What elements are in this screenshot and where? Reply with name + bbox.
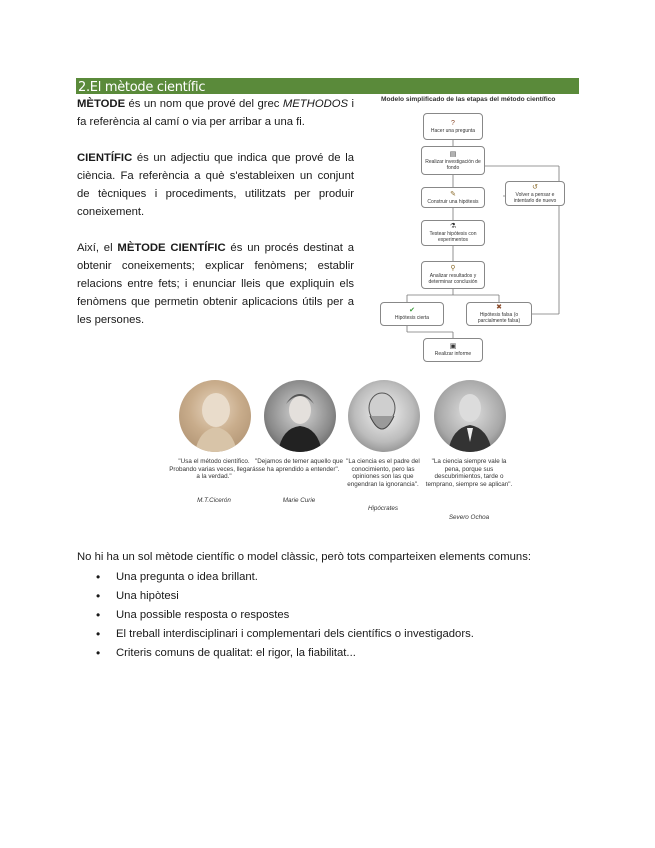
paragraph-metode-cientific [77,239,354,329]
portrait-curie [264,380,336,452]
step-research [421,146,485,175]
step-label: Realizar investigación de fondo [425,158,481,171]
text: és un procés destinat a obtenir coneixements; explicar fenòmens; establir relacions entre fets; i enunciar lleis que expliquin els fenòmens que permetin obtenir aplicacions útils per a les persones. [77,242,354,326]
step-hypothesis [421,187,485,208]
text: Així, el [77,242,118,254]
step-label: Hacer una pregunta [430,127,476,134]
paragraph-cientific [77,149,354,221]
step-hypothesis-false [466,302,532,326]
report-icon: ▣ [449,343,457,350]
book-icon: ▤ [449,150,457,158]
method-flowchart [373,96,583,366]
list-item: • Una pregunta o idea brillant. [96,568,474,587]
quote-hipocrates: "La ciencia es el padre del conocimiento, pero las opiniones son las que engendran la ignorancia". [346,458,420,488]
term-metode-cientific: MÈTODE CIENTÍFIC [117,242,226,254]
person-icon [264,380,336,452]
flowchart-title: Modelo simplificado de las etapas del método científico [381,96,556,103]
list-item: • Criteris comuns de qualitat: el rigor, la fiabilitat... [96,644,474,663]
term-metode: MÈTODE [77,98,126,110]
quote-ciceron: "Usa el método científico. Probando varias veces, llegarás a la verdad." [169,458,259,481]
common-elements-list [96,568,474,663]
text: és un nom que prové del grec [125,98,283,110]
term-cientific: CIENTÍFIC [77,152,133,164]
quote-ochoa: "La ciencia siempre vale la pena, porque sus descubrimientos, tarde o temprano, siempre se aplican". [425,458,513,488]
step-question [423,113,483,140]
paragraph-metode [77,95,354,131]
bulb-icon: ✎ [450,190,456,198]
step-label: Hipótesis falsa (o parcialmente falsa) [477,312,521,324]
step-label: Construir una hipótesis [427,198,479,205]
step-label: Volver a pensar e intentarlo de nuevo [513,191,557,204]
author-ciceron: M.T.Cicerón [197,497,231,504]
step-hypothesis-true [380,302,444,326]
step-label: Analizar resultados y determinar conclusión [428,273,478,285]
list-item: • El treball interdisciplinari i complementari dels científics o investigadors. [96,625,474,644]
question-icon: ? [451,119,455,127]
quote-curie: "Dejamos de temer aquello que se ha aprendido a entender". [255,458,343,473]
text: és un adjectiu que indica que prové de la ciència. Fa referència a què s'estableixen un conjunt de tècniques i procediments, utilitzats per produir coneixement. [77,152,354,218]
step-label: Testear hipótesis con experimentos [429,231,477,243]
step-analyze [421,261,485,289]
portrait-ochoa [434,380,506,452]
step-rethink [505,181,565,206]
author-hipocrates: Hipócrates [367,505,399,512]
term-methodos: METHODOS [282,98,349,110]
portrait-hipocrates [348,380,420,452]
section-title: 2.El mètode científic [78,80,206,95]
author-ochoa: Severo Ochoa [448,514,490,521]
refresh-icon: ↺ [532,183,538,191]
engraving-icon [348,380,420,452]
step-report [423,338,483,362]
check-icon: ✔ [409,307,415,314]
list-item: • Una possible resposta o respostes [96,606,474,625]
list-item: • Una hipòtesi [96,587,474,606]
text: i fa referència al camí o via per arribar a una fi. [77,98,354,128]
flask-icon: ⚗ [449,223,457,230]
analysis-icon: ⚲ [450,265,456,272]
section-header [76,78,579,94]
cross-icon: ✖ [496,304,502,311]
step-label: Realizar informe [434,351,472,357]
portrait-ciceron [179,380,251,452]
step-label: Hipótesis cierta [394,315,430,321]
bust-icon [179,380,251,452]
person-icon [434,380,506,452]
author-curie: Marie Curie [282,497,316,504]
intro-line: No hi ha un sol mètode científic o model clàssic, però tots comparteixen elements comuns: [77,551,531,563]
step-experiment [421,220,485,246]
